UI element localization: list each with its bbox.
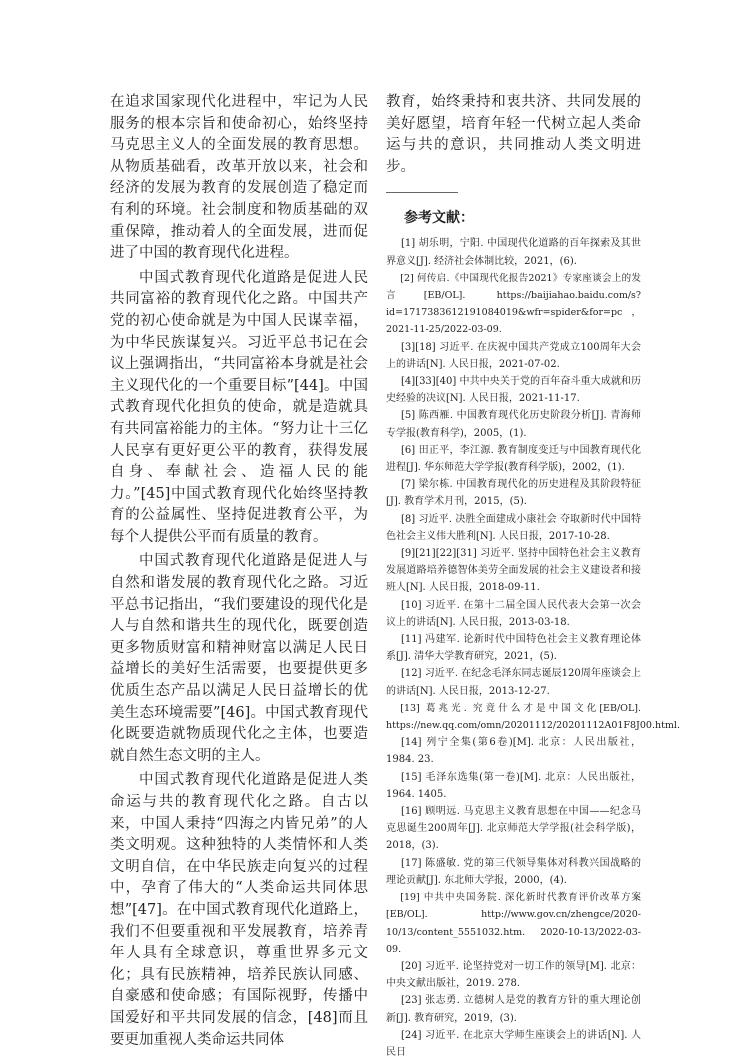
reference-item: [6] 田正平，李江源. 教育制度变迁与中国教育现代化进程[J]. 华东师范大学学报(教育科学版)，2002，(1).	[386, 444, 641, 474]
reference-item: [11] 冯建军. 论新时代中国特色社会主义教育理论体系[J]. 清华大学教育研究，2021，(5).	[386, 634, 641, 663]
reference-item: [8] 习近平. 决胜全面建成小康社会 夺取新时代中国特色社会主义伟大胜利[N]. 人民日报，2017-10-28.	[386, 513, 641, 542]
reference-item: [1] 胡乐明，宁阳. 中国现代化道路的百年探索及其世界意义[J]. 经济社会体制比较，2021，(6).	[386, 238, 641, 267]
reference-item: [12] 习近平. 在纪念毛泽东同志诞辰120周年座谈会上的讲话[N]. 人民日报，2013-12-27.	[386, 668, 641, 697]
reference-item: [14] 列宁全集(第6卷)[M]. 北京：人民出版社，1984. 23.	[386, 737, 641, 766]
reference-item: [10] 习近平. 在第十二届全国人民代表大会第一次会议上的讲话[N]. 人民日报，2013-03-18.	[386, 599, 641, 628]
reference-item: [16] 顾明远. 马克思主义教育思想在中国——纪念马克思诞生200周年[J]. 北京师范大学学报(社会科学版)，2018，(3).	[386, 806, 641, 852]
left-paragraph-3: 中国式教育现代化道路是促进人与自然和谐发展的教育现代化之路。习近平总书记指出，“我们要建设的现代化是人与自然和谐共生的现代化，既要创造更多物质财富和精神财富以满足人民日益增长的美好生活需要，也要提供更多优质生态产品以满足人民日益增长的优美生态环境需要”[46]。中国式教育现代化既要造就物质现代化之主体，也要造就自然生态文明的主人。	[110, 553, 368, 764]
reference-item: [7] 梁尔栋. 中国教育现代化的历史进程及其阶段特征[J]. 教育学术月刊，2015，(5).	[386, 479, 641, 508]
right-paragraph-1: 教育，始终秉持和衷共济、共同发展的美好愿望，培育年轻一代树立起人类命运与共的意识，共同推动人类文明进步。	[386, 94, 641, 175]
reference-item: [3][18] 习近平. 在庆祝中国共产党成立100周年大会上的讲话[N]. 人民日报，2021-07-02.	[386, 341, 641, 370]
left-paragraph-1: 在追求国家现代化进程中，牢记为人民服务的根本宗旨和使命初心，始终坚持马克思主义人的全面发展的教育思想。从物质基础看，改革开放以来，社会和经济的发展为教育的发展创造了稳定而有利的环境。社会制度和物质基础的双重保障，推动着人的全面发展，进而促进了中国的教育现代化进程。	[110, 94, 368, 262]
left-column	[110, 92, 368, 1051]
reference-item: [24] 习近平. 在北京大学师生座谈会上的讲话[N]. 人民日	[386, 1029, 641, 1058]
reference-item: [19] 中共中央国务院. 深化新时代教育评价改革方案[EB/OL]. http://www.gov.cn/zhengce/2020-10/13/content_5551032.htm. 2020-10-13/2022-03-09.	[386, 892, 641, 955]
left-paragraph-4: 中国式教育现代化道路是促进人类命运与共的教育现代化之路。自古以来，中国人秉持“四海之内皆兄弟”的人类文明观。这种独特的人类情怀和人类文明自信，在中华民族走向复兴的过程中，孕育了伟大的“人类命运共同体思想”[47]。在中国式教育现代化道路上，我们不但要重视和平发展教育，培养青年人具有全球意识，尊重世界多元文化；具有民族精神，培养民族认同感、自豪感和使命感；有国际视野，传播中国爱好和平共同发展的信念，[48]而且要更加重视人类命运共同体	[110, 772, 368, 1048]
reference-list	[386, 235, 680, 1061]
reference-item: [20] 习近平. 论坚持党对一切工作的领导[M]. 北京：中央文献出版社，2019. 278.	[386, 960, 641, 990]
reference-item: [2] 何传启.《中国现代化报告2021》专家座谈会上的发言[EB/OL]. https://baijiahao.baidu.com/s?id=1717383612191084019&wfr=spider&for=pc，2021-11-25/2022-03-09.	[386, 272, 641, 336]
reference-divider	[386, 192, 458, 193]
reference-item: [13] 葛兆光. 究竟什么才是中国文化[EB/OL]. https://new.qq.com/omn/20201112/20201112A01F8J00.html.	[386, 702, 680, 732]
left-paragraph-2: 中国式教育现代化道路是促进人民共同富裕的教育现代化之路。中国共产党的初心使命就是为中国人民谋幸福，为中华民族谋复兴。习近平总书记在会议上强调指出，“共同富裕本身就是社会主义现代化的一个重要目标”[44]。中国式教育现代化担负的使命，就是造就具有共同富裕能力的主体。“努力让十三亿人民享有更好更公平的教育，获得发展自身、奉献社会、造福人民的能力。”[45]中国式教育现代化始终坚持教育的公益属性、坚持促进教育公平，为每个人提供公平而有质量的教育。	[110, 269, 368, 545]
reference-item: [17] 陈盛敏. 党的第三代领导集体对科教兴国战略的理论贡献[J]. 东北师大学报，2000，(4).	[386, 857, 641, 886]
reference-item: [15] 毛泽东选集(第一卷)[M]. 北京：人民出版社，1964. 1405.	[386, 771, 641, 800]
reference-item: [9][21][22][31] 习近平. 坚持中国特色社会主义教育发展道路培养德智体美劳全面发展的社会主义建设者和接班人[N]. 人民日报，2018-09-11.	[386, 548, 641, 594]
right-column	[386, 92, 680, 1061]
reference-item: [5] 陈西雁. 中国教育现代化历史阶段分析[J]. 青海师专学报(教育科学)，2005，(1).	[386, 410, 641, 439]
reference-item: [23] 张志勇. 立德树人是党的教育方针的重大理论创新[J]. 教育研究，2019，(3).	[386, 995, 641, 1024]
references-heading: 参考文献：	[404, 210, 474, 227]
reference-item: [4][33][40] 中共中央关于党的百年奋斗重大成就和历史经验的决议[N]. 人民日报，2021-11-17.	[386, 376, 641, 405]
